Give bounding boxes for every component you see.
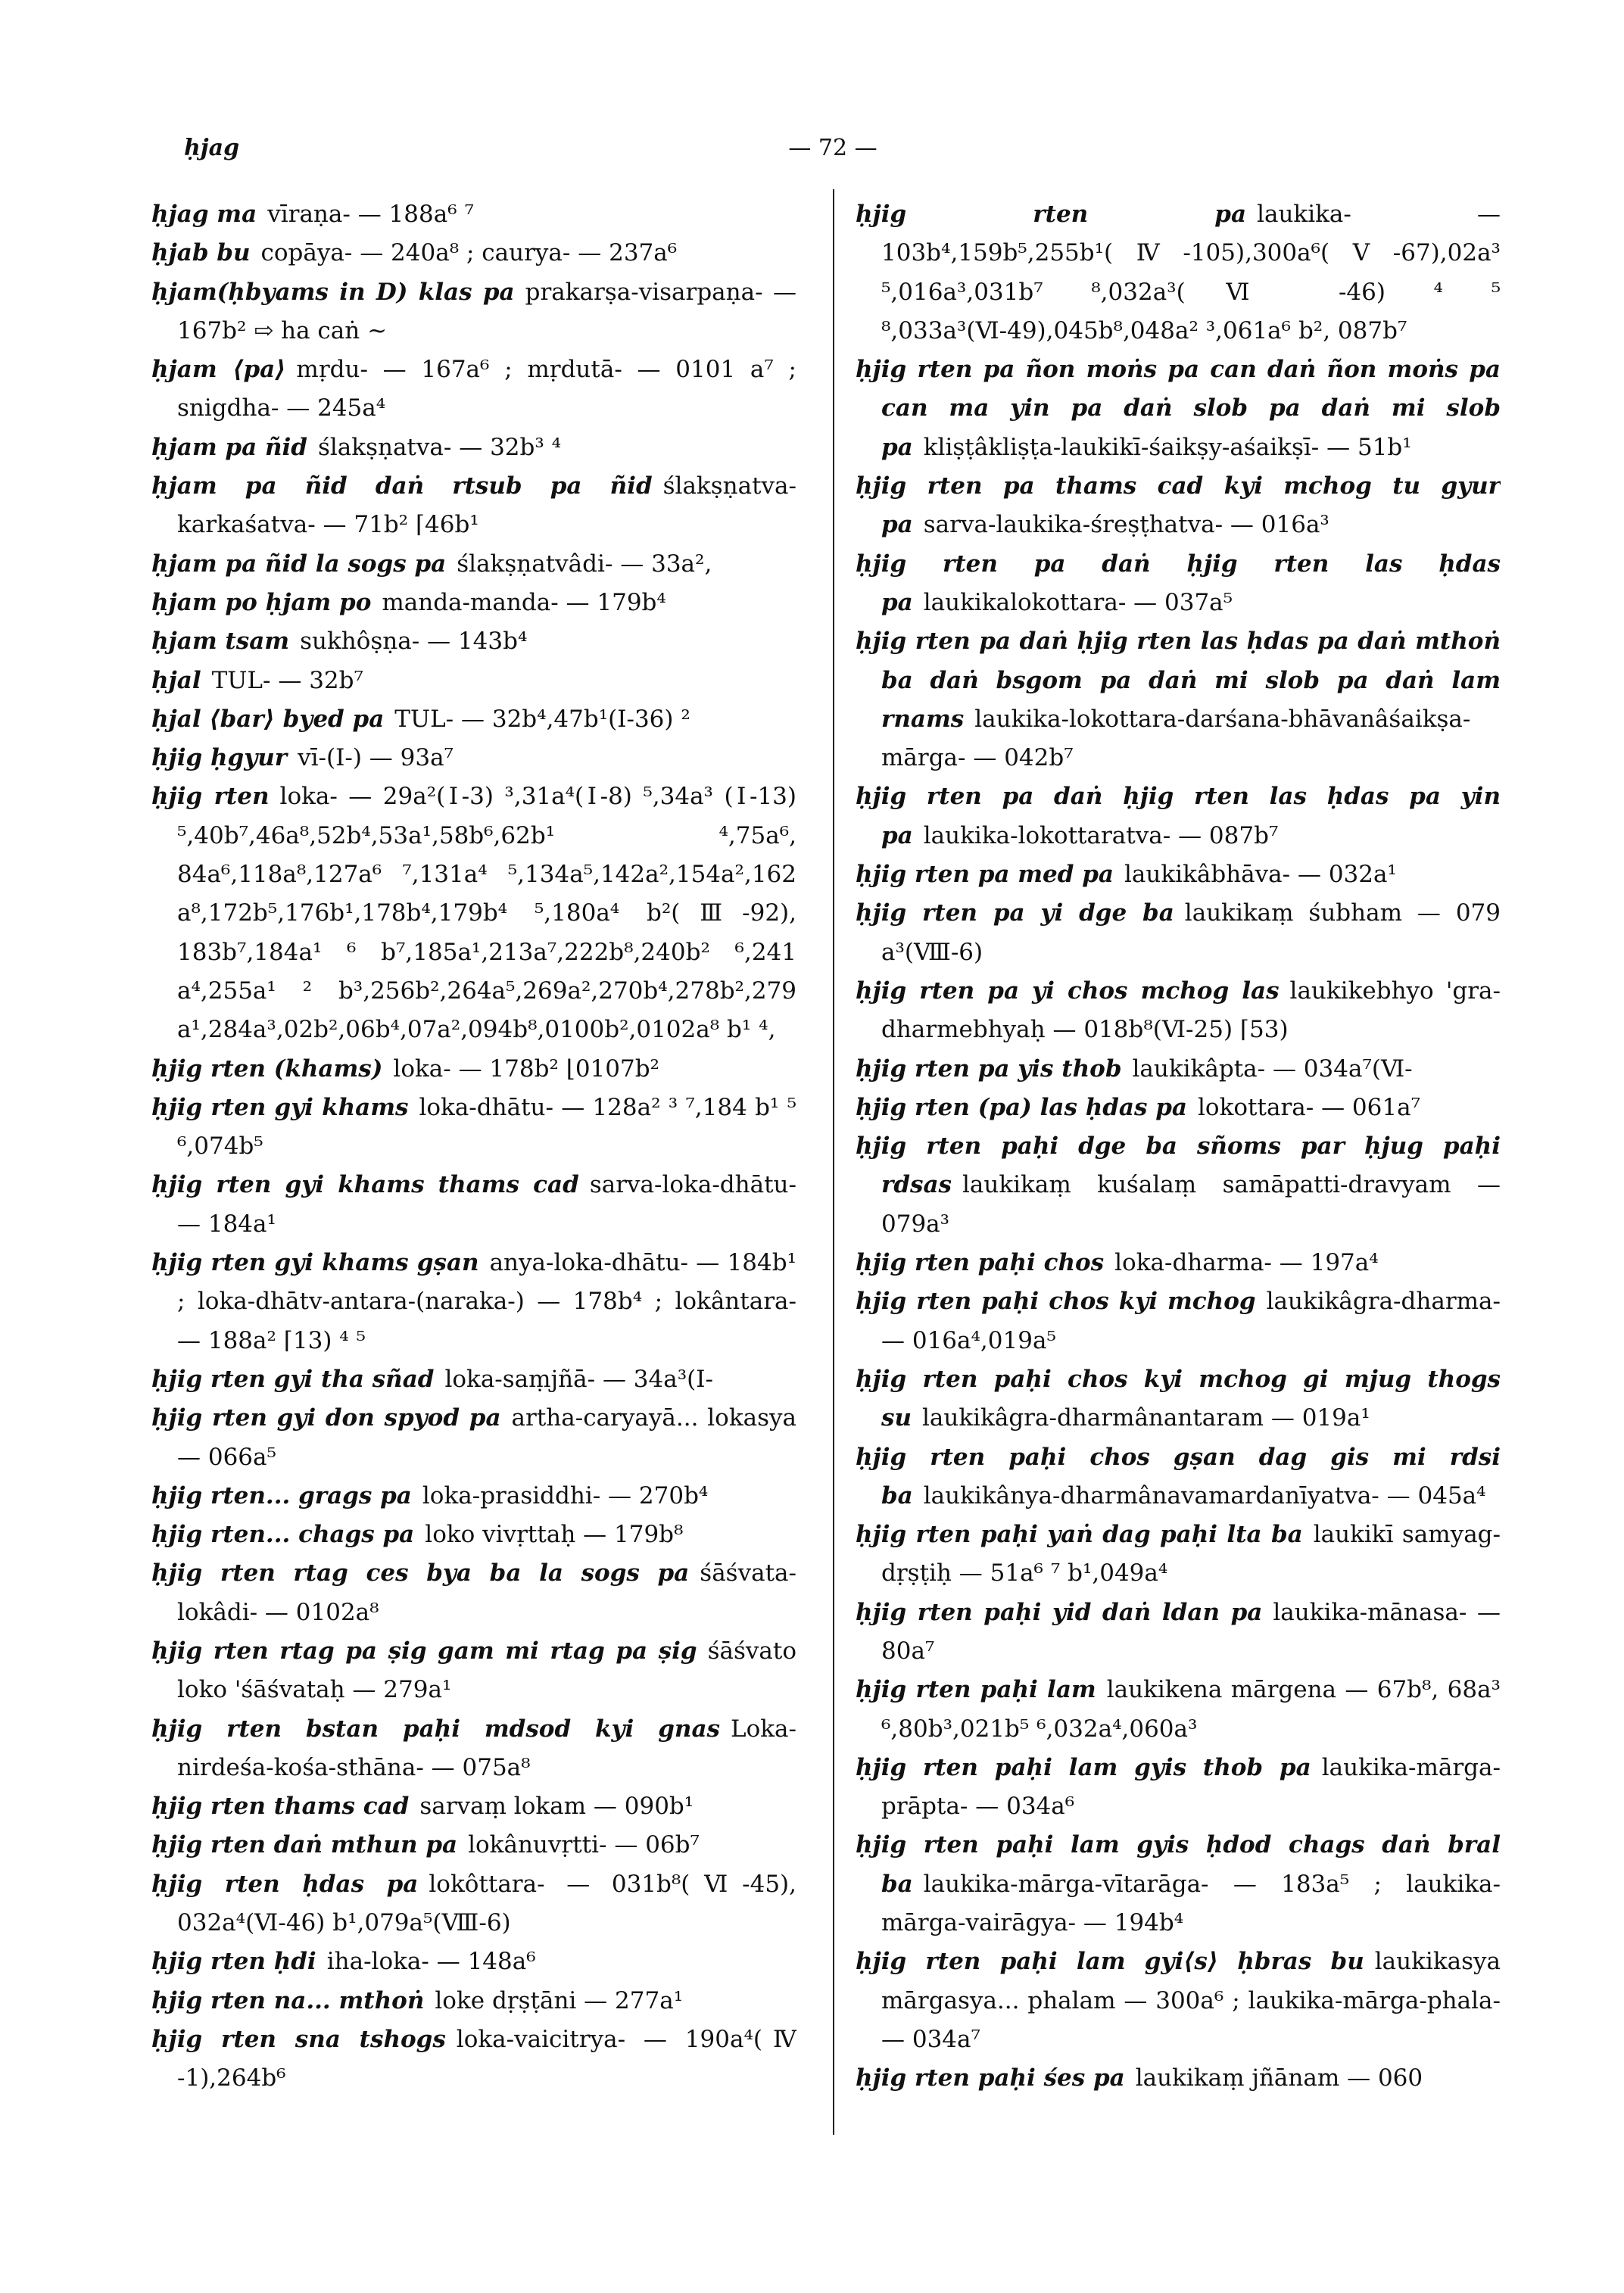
dictionary-entry bbox=[151, 1516, 796, 1554]
entry-headword: ḥjig rten paḥi chos gṣan dag gis mi rdsi ba bbox=[856, 1443, 1501, 1509]
entry-headword: ḥjig rten paḥi yaṅ dag paḥi lta ba bbox=[856, 1521, 1303, 1549]
dictionary-entry bbox=[856, 1127, 1501, 1244]
entry-headword: ḥjig rten... grags pa bbox=[151, 1481, 412, 1509]
dictionary-entry bbox=[151, 700, 796, 739]
dictionary-entry bbox=[151, 1826, 796, 1865]
entry-definition: śāśvata-lokâdi- — 0102a⁸ bbox=[177, 1559, 796, 1626]
entry-headword: ḥjig rten gyi don spyod pa bbox=[151, 1404, 501, 1432]
entry-definition: lokânuvṛtti- — 06b⁷ bbox=[468, 1831, 700, 1859]
entry-definition: mṛdu- — 167a⁶ ; mṛdutā- — 0101 a⁷ ; snigdha- — 245a⁴ bbox=[177, 356, 796, 422]
entry-definition: loke dṛṣṭāni — 277a¹ bbox=[435, 1986, 684, 2014]
entry-definition: prakarṣa-visarpaṇa- — 167b² ⇨ ha caṅ ~ bbox=[177, 278, 796, 344]
dictionary-entry bbox=[151, 350, 796, 428]
dictionary-entry bbox=[151, 1865, 796, 1943]
dictionary-entry bbox=[856, 777, 1501, 855]
entry-definition: sarva-loka-dhātu- — 184a¹ bbox=[177, 1171, 796, 1238]
entry-headword: ḥjig rten rtag ces bya ba la sogs pa bbox=[151, 1559, 690, 1587]
entry-definition: laukikaṃ jñānam — 060 bbox=[1135, 2064, 1423, 2092]
dictionary-entry bbox=[151, 1244, 796, 1360]
entry-definition: loka-dhātu- — 128a² ³ ⁷,184 b¹ ⁵ ⁶,074b⁵ bbox=[177, 1093, 796, 1161]
entry-headword: ḥjam ⟨pa⟩ bbox=[151, 356, 286, 384]
dictionary-entry bbox=[151, 584, 796, 622]
entry-headword: ḥjig rten... chags pa bbox=[151, 1521, 415, 1549]
entry-definition: laukikâbhāva- — 032a¹ bbox=[1124, 861, 1397, 889]
entry-definition: laukikebhyo 'gra-dharmebhyaḥ — 018b⁸(Ⅵ-25) ⌈53) bbox=[881, 977, 1501, 1044]
entry-definition: loka-prasiddhi- — 270b⁴ bbox=[422, 1481, 709, 1509]
entry-definition: laukika-mārga-vītarāga- — 183a⁵ ; laukika-mārga-vairāgya- — 194b⁴ bbox=[881, 1870, 1501, 1937]
entry-headword: ḥjig rten pa yi chos mchog las bbox=[856, 977, 1280, 1005]
entry-headword: ḥjig rten bstan paḥi mdsod kyi gnas bbox=[151, 1715, 720, 1743]
dictionary-entry bbox=[151, 777, 796, 1049]
entry-definition: loka- — 178b² ⌊0107b² bbox=[393, 1055, 659, 1083]
dictionary-entry bbox=[856, 1282, 1501, 1360]
entry-definition: vīraṇa- — 188a⁶ ⁷ bbox=[267, 201, 474, 228]
entry-definition: śāśvato loko 'śāśvataḥ — 279a¹ bbox=[177, 1637, 796, 1704]
entry-headword: ḥjig rten pa med pa bbox=[856, 861, 1114, 889]
entry-definition: laukika- — 103b⁴,159b⁵,255b¹(Ⅳ-105),300a⁶(Ⅴ-67),02a³ ⁵,016a³,031b⁷ ⁸,032a³(Ⅵ -46) ⁴ ⁵ ⁸,033a³(Ⅵ-49),045b⁸,048a² ³,061a⁶ b², 087b⁷ bbox=[881, 201, 1501, 344]
entry-headword: ḥjag ma bbox=[151, 201, 257, 228]
entry-headword: ḥjig rten rtag pa ṣig gam mi rtag pa ṣig bbox=[151, 1637, 697, 1665]
entry-definition: laukikalokottara- — 037a⁵ bbox=[923, 588, 1233, 616]
dictionary-entry bbox=[856, 894, 1501, 972]
dictionary-entry bbox=[151, 1943, 796, 1981]
entry-definition: laukikaṃ śubham — 079 a³(Ⅷ-6) bbox=[881, 899, 1501, 966]
dictionary-entry bbox=[151, 739, 796, 777]
entry-headword: ḥjig rten (khams) bbox=[151, 1055, 383, 1083]
dictionary-entry bbox=[151, 1554, 796, 1632]
dictionary-entry bbox=[856, 1749, 1501, 1827]
entry-headword: ḥjig rten daṅ mthun pa bbox=[151, 1831, 458, 1859]
entry-headword: ḥjam pa ñid daṅ rtsub pa ñid bbox=[151, 472, 653, 500]
dictionary-entry bbox=[151, 1050, 796, 1089]
entry-definition: sarva-laukika-śreṣṭhatva- — 016a³ bbox=[923, 511, 1329, 539]
entry-headword: ḥjig rten paḥi chos bbox=[856, 1249, 1105, 1277]
dictionary-entry bbox=[151, 662, 796, 700]
entry-definition: lokôttara- — 031b⁸(Ⅵ-45), 032a⁴(Ⅵ-46) b¹,079a⁵(Ⅷ-6) bbox=[177, 1870, 796, 1937]
dictionary-entry bbox=[856, 622, 1501, 777]
entry-headword: ḥjig rten paḥi lam gyis thob pa bbox=[856, 1753, 1311, 1781]
entry-headword: ḥjig rten pa daṅ ḥjig rten las ḥdas pa yin pa bbox=[856, 783, 1501, 849]
dictionary-entry bbox=[151, 273, 796, 351]
entry-headword: ḥjam pa ñid bbox=[151, 433, 307, 461]
dictionary-entry bbox=[151, 1632, 796, 1710]
entry-definition: TUL- — 32b⁴,47b¹(Ⅰ-36) ² bbox=[394, 705, 690, 733]
dictionary-entry bbox=[856, 350, 1501, 467]
dictionary-entry bbox=[856, 1360, 1501, 1438]
dictionary-entry bbox=[151, 1166, 796, 1244]
dictionary-entry bbox=[151, 2020, 796, 2098]
dictionary-entry bbox=[151, 1399, 796, 1477]
entry-headword: ḥjam pa ñid la sogs pa bbox=[151, 550, 447, 578]
dictionary-entry bbox=[856, 2059, 1501, 2098]
entry-definition: Loka-nirdeśa-kośa-sthāna- — 075a⁸ bbox=[177, 1715, 796, 1781]
entry-definition: laukikaṃ kuśalaṃ samāpatti-dravyam — 079a³ bbox=[881, 1171, 1501, 1238]
entry-definition: kliṣṭâkliṣṭa-laukikī-śaikṣy-aśaikṣī- — 51b¹ bbox=[923, 433, 1412, 461]
entry-headword: ḥjig rten pa thams cad kyi mchog tu gyur pa bbox=[856, 472, 1501, 539]
entry-headword: ḥjig rten pa yi dge ba bbox=[856, 899, 1174, 927]
entry-definition: laukikâpta- — 034a⁷(Ⅵ- bbox=[1132, 1055, 1413, 1083]
dictionary-entry bbox=[151, 195, 796, 234]
dictionary-entry bbox=[856, 1516, 1501, 1594]
dictionary-entry bbox=[151, 1477, 796, 1516]
entry-definition: anya-loka-dhātu- — 184b¹ ; loka-dhātv-antara-(naraka-) — 178b⁴ ; lokântara- — 188a² ⌈13) ⁴ ⁵ bbox=[177, 1249, 796, 1354]
entry-definition: ślakṣṇatva-karkaśatva- — 71b² ⌈46b¹ bbox=[177, 472, 796, 539]
entry-headword: ḥjig rten paḥi chos kyi mchog gi mjug thogs su bbox=[856, 1365, 1501, 1432]
dictionary-entry bbox=[856, 1943, 1501, 2059]
entry-definition: sarvaṃ lokam — 090b¹ bbox=[419, 1793, 694, 1821]
dictionary-entry bbox=[856, 545, 1501, 623]
dictionary-entry bbox=[856, 1089, 1501, 1127]
entry-headword: ḥjam po ḥjam po bbox=[151, 588, 372, 616]
entry-headword: ḥjig rten pa daṅ ḥjig rten las ḥdas pa bbox=[856, 550, 1501, 616]
dictionary-entry bbox=[151, 428, 796, 467]
entry-definition: iha-loka- — 148a⁶ bbox=[326, 1948, 536, 1976]
entry-headword: ḥjig rten gyi khams thams cad bbox=[151, 1171, 579, 1199]
entry-headword: ḥjig rten thams cad bbox=[151, 1793, 410, 1821]
entry-headword: ḥjam(ḥbyams in D) klas pa bbox=[151, 278, 515, 306]
dictionary-entry bbox=[151, 234, 796, 273]
entry-headword: ḥjig rten pa bbox=[856, 201, 1247, 228]
dictionary-entry bbox=[856, 467, 1501, 545]
entry-definition: TUL- — 32b⁷ bbox=[211, 666, 363, 694]
entry-definition: loka- — 29a²(Ⅰ-3) ³,31a⁴(Ⅰ-8) ⁵,34a³ (Ⅰ-13) ⁵,40b⁷,46a⁸,52b⁴,53a¹,58b⁶,62b¹ ⁴,75a⁶, 84a⁶,118a⁸,127a⁶ ⁷,131a⁴ ⁵,134a⁵,142a²,154a²,162 a⁸,172b⁵,176b¹,178b⁴,179b⁴ ⁵,180a⁴ b²(Ⅲ-92), 183b⁷,184a¹ ⁶ b⁷,185a¹,213a⁷,222b⁸,240b² ⁶,241 a⁴,255a¹ ² b³,256b²,264a⁵,269a²,270b⁴,278b²,279 a¹,284a³,02b²,06b⁴,07a²,094b⁸,0100b²,0102a⁸ b¹ ⁴, bbox=[177, 783, 796, 1044]
entry-headword: ḥjal bbox=[151, 666, 201, 694]
entry-headword: ḥjig rten ḥdas pa bbox=[151, 1870, 419, 1898]
dictionary-entry bbox=[856, 855, 1501, 894]
entry-headword: ḥjig rten bbox=[151, 783, 270, 811]
dictionary-entry bbox=[151, 1982, 796, 2020]
entry-headword: ḥjal ⟨bar⟩ byed pa bbox=[151, 705, 385, 733]
entry-definition: laukikī samyag-dṛṣṭiḥ — 51a⁶ ⁷ b¹,049a⁴ bbox=[881, 1521, 1501, 1587]
entry-headword: ḥjig rten ḥdi bbox=[151, 1948, 316, 1976]
entry-headword: ḥjig rten paḥi chos kyi mchog bbox=[856, 1288, 1256, 1316]
entry-definition: loka-saṃjñā- — 34a³(Ⅰ- bbox=[444, 1365, 713, 1393]
dictionary-entry bbox=[151, 467, 796, 545]
entry-headword: ḥjig rten paḥi śes pa bbox=[856, 2064, 1125, 2092]
entry-definition: sukhôṣṇa- — 143b⁴ bbox=[300, 628, 528, 656]
entry-definition: ślakṣṇatva- — 32b³ ⁴ bbox=[317, 433, 562, 461]
dictionary-entry bbox=[151, 1787, 796, 1826]
dictionary-entry bbox=[151, 545, 796, 584]
entry-definition: laukikâgra-dharmânantaram — 019a¹ bbox=[922, 1404, 1370, 1432]
entry-headword: ḥjig rten paḥi lam gyi⟨s⟩ ḥbras bu bbox=[856, 1948, 1364, 1976]
entry-definition: loka-vaicitrya- — 190a⁴(Ⅳ -1),264b⁶ bbox=[177, 2025, 796, 2092]
entry-definition: laukikasya mārgasya... phalam — 300a⁶ ; laukika-mārga-phala- — 034a⁷ bbox=[881, 1948, 1501, 2053]
entry-definition: laukika-lokottaratva- — 087b⁷ bbox=[923, 821, 1279, 849]
dictionary-entry bbox=[856, 1594, 1501, 1671]
page-number: — 72 — bbox=[788, 135, 877, 161]
dictionary-entry bbox=[856, 195, 1501, 350]
entry-headword: ḥjig rten paḥi lam gyis ḥdod chags daṅ bral ba bbox=[856, 1831, 1501, 1898]
entry-definition: loka-dharma- — 197a⁴ bbox=[1114, 1249, 1379, 1277]
dictionary-entry bbox=[151, 1089, 796, 1167]
entry-definition: laukika-mānasa- — 80a⁷ bbox=[881, 1598, 1501, 1665]
entry-headword: ḥjig rten gyi tha sñad bbox=[151, 1365, 435, 1393]
entry-definition: loko vivṛttaḥ — 179b⁸ bbox=[425, 1521, 684, 1549]
entry-definition: laukikâgra-dharma- — 016a⁴,019a⁵ bbox=[881, 1288, 1501, 1354]
entry-definition: artha-caryayā... lokasya — 066a⁵ bbox=[177, 1404, 796, 1471]
entry-definition: lokottara- — 061a⁷ bbox=[1198, 1093, 1421, 1121]
entry-headword: ḥjig rten (pa) las ḥdas pa bbox=[856, 1093, 1188, 1121]
dictionary-entry bbox=[856, 1438, 1501, 1516]
dictionary-entry bbox=[151, 1710, 796, 1788]
entry-definition: laukikena mārgena — 67b⁸, 68a³ ⁶,80b³,021b⁵ ⁶,032a⁴,060a³ bbox=[881, 1676, 1501, 1743]
entry-definition: vī-(I-) — 93a⁷ bbox=[298, 744, 454, 772]
entry-headword: ḥjig ḥgyur bbox=[151, 744, 288, 772]
entry-headword: ḥjig rten pa yis thob bbox=[856, 1055, 1122, 1083]
entry-headword: ḥjam tsam bbox=[151, 628, 290, 656]
entry-definition: laukika-mārga-prāpta- — 034a⁶ bbox=[881, 1753, 1501, 1821]
entry-headword: ḥjig rten paḥi dge ba sñoms par ḥjug paḥi rdsas bbox=[856, 1132, 1501, 1199]
entry-definition: copāya- — 240a⁸ ; caurya- — 237a⁶ bbox=[260, 239, 678, 267]
entry-headword: ḥjig rten pa ñon moṅs pa can daṅ ñon moṅs pa can ma yin pa daṅ slob pa daṅ mi slob pa bbox=[856, 356, 1501, 461]
entry-definition: laukika-lokottara-darśana-bhāvanâśaikṣa-mārga- — 042b⁷ bbox=[881, 705, 1471, 772]
entry-headword: ḥjig rten gyi khams gṣan bbox=[151, 1249, 479, 1277]
right-column bbox=[856, 195, 1501, 2224]
page-header-headword: ḥjag bbox=[184, 135, 240, 161]
dictionary-entry bbox=[151, 1360, 796, 1399]
entry-definition: laukikânya-dharmânavamardanīyatva- — 045a⁴ bbox=[923, 1481, 1486, 1509]
entry-headword: ḥjig rten pa daṅ ḥjig rten las ḥdas pa daṅ mthoṅ ba daṅ bsgom pa daṅ mi slob pa daṅ lam rnams bbox=[856, 628, 1501, 733]
dictionary-entry bbox=[151, 622, 796, 661]
entry-definition: ślakṣṇatvâdi- — 33a², bbox=[457, 550, 712, 578]
dictionary-entry bbox=[856, 1671, 1501, 1749]
column-divider bbox=[833, 189, 834, 2135]
dictionary-entry bbox=[856, 1244, 1501, 1282]
dictionary-entry bbox=[856, 1050, 1501, 1089]
entry-headword: ḥjab bu bbox=[151, 239, 251, 267]
entry-headword: ḥjig rten gyi khams bbox=[151, 1093, 409, 1121]
entry-headword: ḥjig rten paḥi lam bbox=[856, 1676, 1096, 1704]
dictionary-entry bbox=[856, 972, 1501, 1050]
dictionary-entry bbox=[856, 1826, 1501, 1943]
entry-definition: manda-manda- — 179b⁴ bbox=[382, 588, 666, 616]
entry-headword: ḥjig rten na... mthoṅ bbox=[151, 1986, 425, 2014]
entry-headword: ḥjig rten sna tshogs bbox=[151, 2025, 446, 2053]
entry-headword: ḥjig rten paḥi yid daṅ ldan pa bbox=[856, 1598, 1263, 1626]
left-column bbox=[151, 195, 796, 2224]
